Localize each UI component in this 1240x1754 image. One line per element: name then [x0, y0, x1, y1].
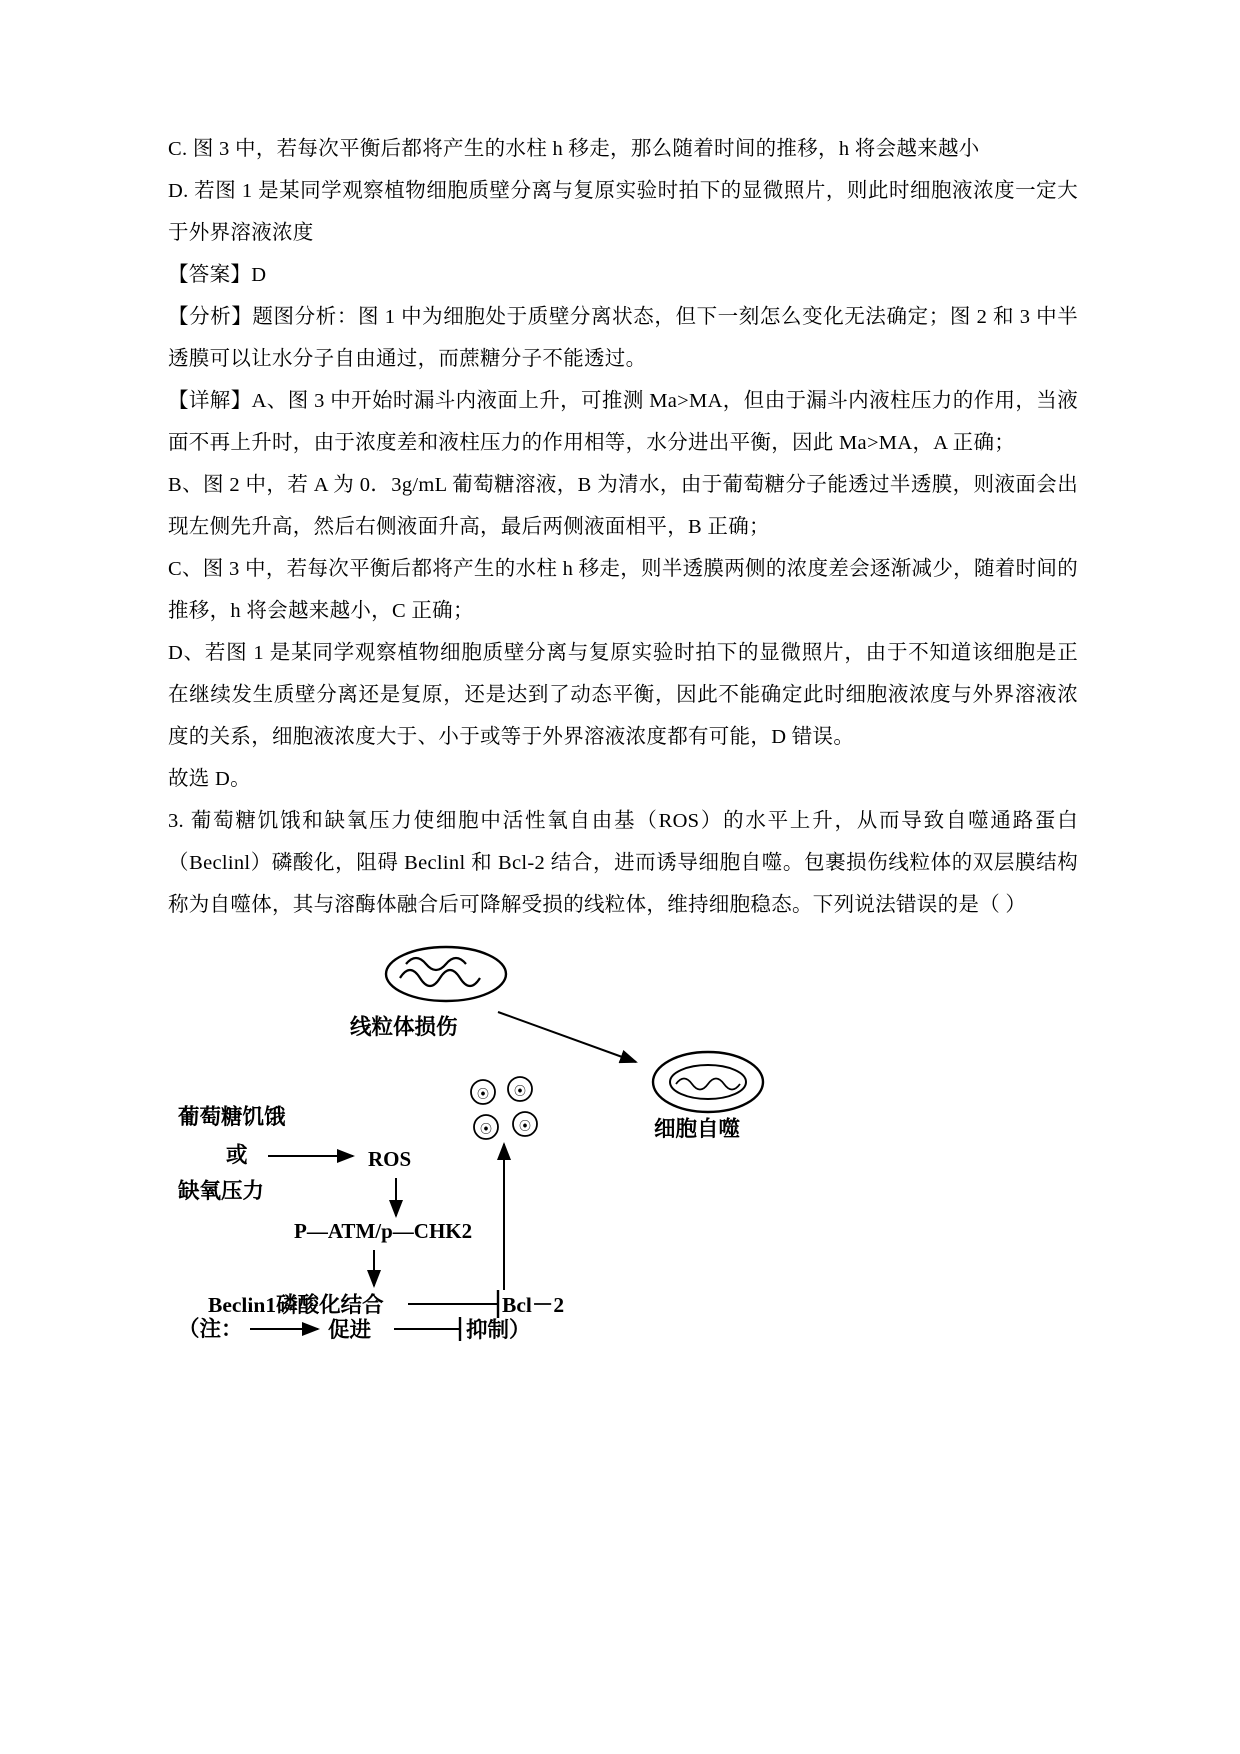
- legend-note-prefix: （注：: [178, 1317, 243, 1341]
- ros-radical-icons: [471, 1077, 537, 1139]
- label-ros: ROS: [368, 1147, 412, 1171]
- label-bcl2: Bcl－2: [502, 1293, 565, 1317]
- label-hypoxia-stress: 缺氧压力: [178, 1179, 265, 1203]
- svg-text:⦿: ⦿: [480, 1122, 493, 1136]
- paragraph-detail-d: D、若图 1 是某同学观察植物细胞质壁分离与复原实验时拍下的显微照片，由于不知道该细胞是正在继续发生质壁分离还是复原，还是达到了动态平衡，因此不能确定此时细胞液浓度与外界溶液浓度的关系，细胞液浓度大于、小于或等于外界溶液浓度都有可能，D 错误。: [168, 642, 1078, 748]
- paragraph-detail-a: 【详解】A、图 3 中开始时漏斗内液面上升，可推测 Ma>MA，但由于漏斗内液柱压力的作用，当液面不再上升时，由于浓度差和液柱压力的作用相等，水分进出平衡，因此 Ma>MA，A 正确；: [168, 390, 1078, 454]
- svg-text:⦿: ⦿: [519, 1119, 532, 1133]
- legend-inhibit-label: 抑制）: [466, 1318, 531, 1342]
- svg-text:⦿: ⦿: [477, 1087, 490, 1101]
- paragraph-detail-c: C、图 3 中，若每次平衡后都将产生的水柱 h 移走，则半透膜两侧的浓度差会逐渐减少，随着时间的推移，h 将会越来越小，C 正确；: [168, 558, 1078, 622]
- autophagy-pathway-figure: [168, 934, 1078, 1342]
- label-beclin1: Beclin1磷酸化结合: [208, 1293, 384, 1317]
- paragraph-analysis: 【分析】题图分析：图 1 中为细胞处于质壁分离状态，但下一刻怎么变化无法确定；图 2 和 3 中半透膜可以让水分子自由通过，而蔗糖分子不能透过。: [168, 306, 1078, 370]
- document-body: [168, 128, 1078, 1342]
- arrow-damage-to-autophagy: [498, 1012, 636, 1062]
- pathway-diagram: [168, 934, 1078, 1334]
- paragraph-detail-b: B、图 2 中，若 A 为 0．3g/mL 葡萄糖溶液，B 为清水，由于葡萄糖分子能透过半透膜，则液面会出现左侧先升高，然后右侧液面升高，最后两侧液面相平，B 正确；: [168, 474, 1078, 538]
- label-mitochondria-damage: 线粒体损伤: [350, 1015, 458, 1039]
- svg-text:⦿: ⦿: [514, 1084, 527, 1098]
- label-atm-chk2: P—ATM/p—CHK2: [294, 1219, 473, 1243]
- label-or: 或: [226, 1143, 248, 1167]
- label-cell-autophagy: 细胞自噬: [654, 1117, 741, 1141]
- paragraph-answer: 【答案】D: [168, 264, 267, 286]
- diagram-legend: [178, 1306, 598, 1352]
- mitochondrion-damaged-icon: [386, 947, 506, 1001]
- paragraph-option-d: D. 若图 1 是某同学观察植物细胞质壁分离与复原实验时拍下的显微照片，则此时细胞液浓度一定大于外界溶液浓度: [168, 180, 1078, 244]
- paragraph-conclusion: 故选 D。: [168, 768, 251, 790]
- label-glucose-starvation: 葡萄糖饥饿: [178, 1105, 286, 1129]
- paragraph-option-c: C. 图 3 中，若每次平衡后都将产生的水柱 h 移走，那么随着时间的推移，h 将会越来越小: [168, 138, 980, 160]
- autophagosome-icon: [653, 1052, 763, 1112]
- legend-promote-label: 促进: [328, 1318, 372, 1342]
- paragraph-question-3: 3. 葡萄糖饥饿和缺氧压力使细胞中活性氧自由基（ROS）的水平上升，从而导致自噬通路蛋白（Beclinl）磷酸化，阻碍 Beclinl 和 Bcl-2 结合，进而诱导细胞自噬。包裹损伤线粒体的双层膜结构称为自噬体，其与溶酶体融合后可降解受损的线粒体，维持细胞稳态。下列说法错误的是（ ）: [168, 810, 1078, 916]
